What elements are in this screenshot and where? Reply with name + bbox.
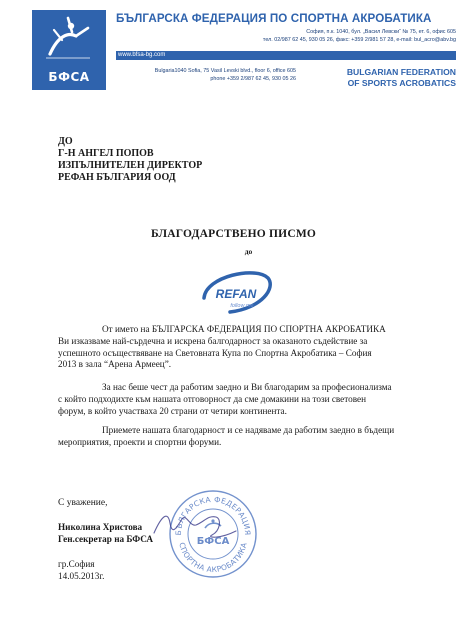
phone-en: phone +359 2/987 62 45, 930 05 26 [210,76,296,82]
federation-title-en-line2: OF SPORTS ACROBATICS [347,78,456,88]
federation-title-bg: БЪЛГАРСКА ФЕДЕРАЦИЯ ПО СПОРТНА АКРОБАТИКА [116,12,432,25]
bfsa-logo [32,10,106,90]
paragraph-3-line: Приемете нашата благодарност и се надяваме да работим заедно в бъдещи [102,425,395,435]
closing-text: С уважение, [58,498,108,508]
recipient-position: ИЗПЪЛНИТЕЛЕН ДИРЕКТОР [58,160,203,171]
recipient-company: РЕФАН БЪЛГАРИЯ ООД [58,172,176,183]
letter-subtitle: до [244,247,253,256]
paragraph-1-line: От името на БЪЛГАРСКА ФЕДЕРАЦИЯ ПО СПОРТНА АКРОБАТИКА [102,324,386,334]
address-bg: София, п.к. 1040, бул. „Васил Левски“ № 75, ет. 6, офис 605 [306,29,456,35]
paragraph-2-line: За нас беше чест да работим заедно и Ви благодарим за професионализма [102,382,392,392]
signer-position: Ген.секретар на БФСА [58,534,154,544]
paragraph-2-line: с който подходихте към нашата отговорност да сме домакини на този световен [58,393,367,404]
city: гр.София [58,559,95,569]
refan-logo-sub: follow me [230,303,254,309]
refan-logo-text: REFAN [215,287,257,301]
website-bar [116,51,456,60]
paragraph-1 [58,324,414,371]
paragraph-3 [58,425,414,449]
stamp-top-text: БЪЛГАРСКА ФЕДЕРАЦИЯ [173,494,253,536]
date: 14.05.2013г. [58,571,105,581]
paragraph-1-line: Ви изказваме най-сърдечна и искрена балгодарност за оказаното съдействие за [58,335,368,346]
paragraph-2-line: форум, в който участваха 20 страни от четири континента. [58,405,287,416]
paragraph-3-line: мероприятия, проекти и спортни форуми. [58,436,222,447]
acrobat-figure-icon [32,10,106,70]
paragraph-2 [58,382,414,417]
handwritten-signature [150,505,240,545]
paragraph-1-line: успешното осъществяване на Световната Купа по Спортна Акробатика – София [58,347,372,358]
refan-logo [196,264,276,318]
contacts-bg: тел. 02/987 62 45, 930 05 26, факс: +359 2/981 57 28, e-mail: bul_acro@abv.bg [262,37,456,43]
federation-title-en-line1: BULGARIAN FEDERATION [346,67,456,77]
recipient-name: Г-Н АНГЕЛ ПОПОВ [58,148,154,159]
stamp-bottom-text: СПОРТНА АКРОБАТИКА [177,541,249,575]
signer-name: Николина Христова [58,522,143,532]
website-link[interactable]: www.bfsa-bg.com [118,52,166,58]
logo-text: БФСА [48,70,90,84]
address-en: Bulgaria1040 Sofia, 75 Vasil Levski blvd., floor 6, office 605 [154,68,296,74]
letter-title: БЛАГОДАРСТВЕНО ПИСМО [150,228,317,240]
paragraph-1-line: 2013 в зала “Арена Армеец”. [58,359,172,370]
stamp-center-text: БФСА [196,536,230,547]
recipient-line-1: ДО [58,136,73,147]
